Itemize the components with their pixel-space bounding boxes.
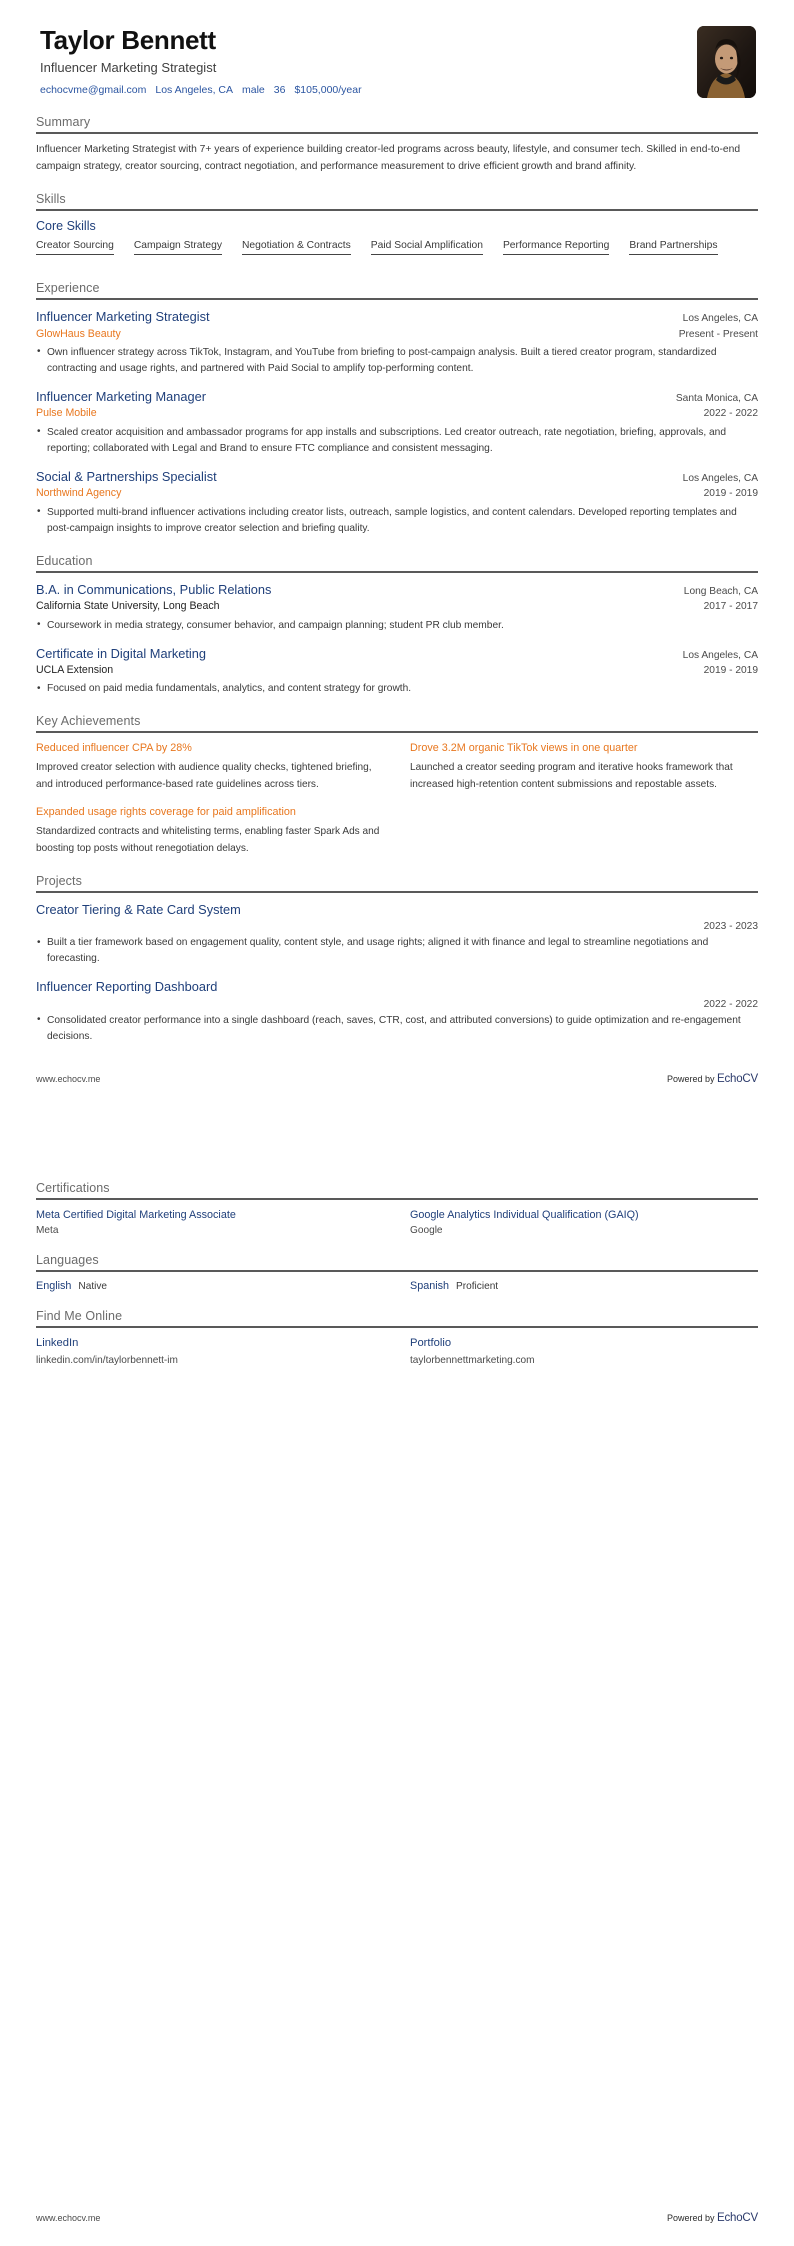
- experience-dates: 2022 - 2022: [703, 408, 758, 420]
- summary-text: Influencer Marketing Strategist with 7+ years of experience building creator-led programs across beauty, lifestyle, and consumer tech. Skilled in end-to-end campaign strategy, creator sourcing, contract negotiation, and performance measurement to drive efficient growth and brand affinity.: [36, 144, 741, 172]
- achievement-title: Expanded usage rights coverage for paid amplification: [36, 806, 296, 819]
- project-entry: [36, 901, 758, 967]
- skill-list: [36, 240, 758, 264]
- online-link-url: taylorbennettmarketing.com: [410, 1354, 535, 1366]
- page-footer: [36, 2212, 758, 2224]
- achievement-description: Launched a creator seeding program and iterative hooks framework that increased high-retention content submissions and repostable assets.: [410, 762, 733, 790]
- footer-site-url[interactable]: www.echocv.me: [36, 2213, 101, 2223]
- education-entry: [36, 645, 758, 698]
- experience-bullets: [36, 505, 758, 537]
- skill-chip: Campaign Strategy: [134, 240, 222, 255]
- certification-name: Google Analytics Individual Qualification (GAIQ): [410, 1209, 639, 1221]
- experience-location: Los Angeles, CA: [682, 473, 758, 485]
- achievement-title: Drove 3.2M organic TikTok views in one quarter: [410, 742, 638, 755]
- header-text-block: [36, 26, 697, 96]
- section-heading-skills: Skills: [36, 192, 66, 207]
- section-heading-achievements: Key Achievements: [36, 714, 141, 729]
- project-bullets: [36, 935, 758, 967]
- achievement-description: Standardized contracts and whitelisting terms, enabling faster Spark Ads and boosting top posts without renegotiation delays.: [36, 826, 380, 854]
- online-link-label[interactable]: LinkedIn: [36, 1337, 79, 1350]
- achievement-item: [36, 741, 384, 793]
- footer-powered-prefix: Powered by: [666, 1074, 715, 1084]
- languages-grid: [36, 1280, 758, 1292]
- project-name: Creator Tiering & Rate Card System: [36, 901, 241, 917]
- section-heading-certifications: Certifications: [36, 1181, 110, 1195]
- education-dates: 2019 - 2019: [703, 664, 758, 676]
- skill-chip: Brand Partnerships: [629, 240, 717, 255]
- section-projects: [36, 874, 758, 1045]
- section-education: [36, 554, 758, 697]
- section-achievements: [36, 714, 758, 857]
- certification-issuer: Meta: [36, 1225, 59, 1237]
- bullet-item: • Coursework in media strategy, consumer behavior, and campaign planning; student PR club member.: [36, 618, 758, 634]
- experience-dates: 2019 - 2019: [703, 488, 758, 500]
- section-heading-projects: Projects: [36, 873, 82, 888]
- certification-item: [36, 1208, 384, 1236]
- language-name: Spanish: [410, 1280, 450, 1293]
- bullet-item: • Focused on paid media fundamentals, analytics, and content strategy for growth.: [36, 681, 758, 697]
- certification-issuer: Google: [410, 1225, 443, 1237]
- skill-chip: Paid Social Amplification: [371, 240, 483, 255]
- resume-page-2: [0, 1123, 794, 2246]
- experience-role: Influencer Marketing Strategist: [36, 309, 210, 325]
- project-entry: [36, 978, 758, 1044]
- project-bullets: [36, 1013, 758, 1045]
- certifications-grid: [36, 1208, 758, 1236]
- contact-gender: male: [242, 83, 265, 96]
- page-title: Taylor Bennett: [40, 25, 216, 55]
- experience-location: Los Angeles, CA: [682, 313, 758, 325]
- language-name: English: [36, 1280, 72, 1293]
- header-job-title: Influencer Marketing Strategist: [40, 59, 217, 75]
- bullet-item: • Built a tier framework based on engagement quality, content style, and usage rights; aligned it with finance and legal to streamline negotiations and forecasting.: [36, 935, 758, 967]
- skill-chip: Performance Reporting: [503, 240, 609, 255]
- certification-item: [410, 1208, 758, 1236]
- experience-company: Pulse Mobile: [36, 407, 97, 420]
- experience-location: Santa Monica, CA: [675, 393, 758, 405]
- project-dates: 2022 - 2022: [703, 998, 758, 1010]
- achievements-grid: [36, 741, 758, 857]
- section-heading-experience: Experience: [36, 281, 100, 296]
- online-link-label[interactable]: Portfolio: [410, 1337, 452, 1350]
- experience-entry: [36, 308, 758, 377]
- portrait-photo-icon: [697, 26, 756, 98]
- education-degree: B.A. in Communications, Public Relations: [36, 581, 272, 597]
- experience-entry: [36, 468, 758, 537]
- section-find-me-online: [36, 1309, 758, 1366]
- experience-role: Social & Partnerships Specialist: [36, 469, 217, 485]
- online-link-item[interactable]: [36, 1336, 384, 1366]
- avatar: [697, 26, 756, 98]
- footer-powered-prefix: Powered by: [666, 2213, 715, 2223]
- section-heading-education: Education: [36, 553, 93, 568]
- certification-name: Meta Certified Digital Marketing Associate: [36, 1209, 236, 1221]
- experience-bullets: [36, 345, 758, 377]
- online-link-url: linkedin.com/in/taylorbennett-im: [36, 1354, 178, 1366]
- education-entry: [36, 581, 758, 634]
- section-skills: [36, 192, 758, 264]
- online-links-grid: [36, 1336, 758, 1366]
- footer-brand: EchoCV: [717, 2212, 758, 2224]
- experience-bullets: [36, 425, 758, 457]
- section-heading-summary: Summary: [36, 115, 91, 129]
- section-languages: [36, 1253, 758, 1292]
- achievement-item: [410, 741, 758, 793]
- experience-company: GlowHaus Beauty: [36, 327, 121, 340]
- achievement-item: [36, 805, 384, 857]
- education-location: Los Angeles, CA: [682, 649, 758, 661]
- footer-powered-by: [667, 1073, 758, 1085]
- footer-powered-by: [667, 2212, 758, 2224]
- contact-salary: $105,000/year: [294, 83, 362, 96]
- language-item: [36, 1280, 384, 1292]
- education-degree: Certificate in Digital Marketing: [36, 645, 206, 661]
- contact-age: 36: [273, 83, 286, 96]
- experience-entry: [36, 388, 758, 457]
- section-summary: [36, 115, 758, 175]
- education-bullets: [36, 618, 758, 634]
- contact-info-row: [40, 84, 697, 96]
- project-name: Influencer Reporting Dashboard: [36, 979, 218, 995]
- page-footer: [36, 1073, 758, 1085]
- footer-site-url[interactable]: www.echocv.me: [36, 1074, 101, 1084]
- education-bullets: [36, 681, 758, 697]
- skill-chip: Creator Sourcing: [36, 240, 114, 255]
- language-item: [410, 1280, 758, 1292]
- education-dates: 2017 - 2017: [703, 601, 758, 613]
- project-dates: 2023 - 2023: [703, 921, 758, 933]
- bullet-item: • Consolidated creator performance into a single dashboard (reach, saves, CTR, cost, and attributed conversions) to guide optimization and re-engagement decisions.: [36, 1013, 758, 1045]
- education-school: UCLA Extension: [36, 663, 114, 676]
- online-link-item[interactable]: [410, 1336, 758, 1366]
- language-level: Native: [78, 1281, 108, 1293]
- experience-role: Influencer Marketing Manager: [36, 389, 207, 405]
- resume-header: [36, 0, 758, 98]
- section-certifications: [36, 1123, 758, 1236]
- experience-dates: Present - Present: [678, 328, 758, 340]
- section-experience: [36, 281, 758, 537]
- experience-company: Northwind Agency: [36, 487, 122, 500]
- bullet-item: • Scaled creator acquisition and ambassador programs for app installs and subscriptions. Led creator outreach, rate negotiation, briefing, approvals, and reporting; collaborated with Legal and Brand to ensure FTC compliance and consistent messaging.: [36, 425, 758, 457]
- section-heading-online: Find Me Online: [36, 1309, 123, 1324]
- education-location: Long Beach, CA: [683, 585, 758, 597]
- achievement-description: Improved creator selection with audience quality checks, tightened briefing, and introduced performance-based rate guidelines across tiers.: [36, 762, 372, 790]
- footer-brand: EchoCV: [717, 1073, 758, 1085]
- bullet-item: • Own influencer strategy across TikTok, Instagram, and YouTube from briefing to post-campaign analysis. Built a tiered creator program, standardized contracting and usage rights, and partnered with Paid Social to amplify top-performing content.: [36, 345, 758, 377]
- contact-email[interactable]: echocvme@gmail.com: [40, 83, 147, 96]
- contact-location: Los Angeles, CA: [155, 83, 233, 96]
- education-school: California State University, Long Beach: [36, 600, 220, 613]
- achievement-title: Reduced influencer CPA by 28%: [36, 742, 192, 755]
- language-level: Proficient: [456, 1281, 499, 1293]
- bullet-item: • Supported multi-brand influencer activations including creator lists, outreach, sample logistics, and content calendars. Developed reporting templates and post-campaign insights to improve creator selection and briefing quality.: [36, 505, 758, 537]
- section-heading-languages: Languages: [36, 1253, 99, 1268]
- skill-group-label: Core Skills: [36, 219, 96, 234]
- skill-chip: Negotiation & Contracts: [242, 240, 351, 255]
